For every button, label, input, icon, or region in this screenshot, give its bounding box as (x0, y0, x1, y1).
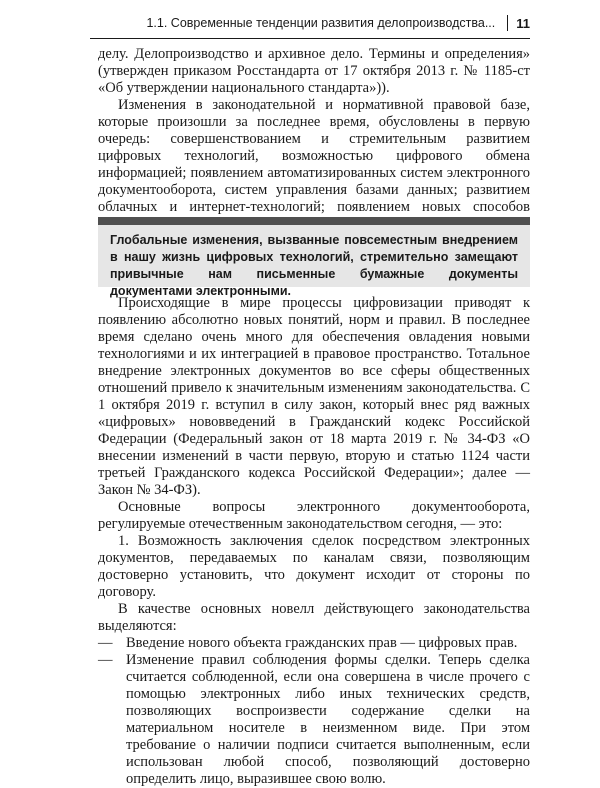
list-dash: — (98, 652, 113, 668)
page-number: 11 (516, 15, 530, 31)
header-separator (507, 15, 508, 31)
paragraph-item-1: 1. Возможность заключения сделок посредством электронных документов, передаваемых по каналам связи, позволяющим достоверно установить, что документ исходит от стороны по договору. (98, 533, 530, 600)
paragraph-digitalization: Происходящие в мире процессы цифровизации приводят к появлению абсолютно новых понятий, норм и правил. В последнее время сделано очень много для обеспечения овладения новыми технологиями и их интеграцией в правовое пространство. Тотальное внедрение электронных документов во все сферы общественных отношений привело к значительным изменениям законодательства. С 1 октября 2019 г. вступил в силу закон, который внес ряд важных «цифровых» нововведений в Гражданский кодекс Российской Федерации (Федеральный закон от 18 марта 2019 г. № 34-ФЗ «О внесении изменений в части первую, вторую и статью 1124 части третьей Гражданского кодекса Российской Федерации»; далее — Закон № 34-ФЗ). (98, 295, 530, 498)
callout-text: Глобальные изменения, вызванные повсеместным внедрением в нашу жизнь цифровых технологий, стремительно замещают привычные нам письменные бумажные документы документами электронными. (110, 233, 518, 298)
list-item-text: Введение нового объекта гражданских прав — цифровых прав. (126, 635, 518, 651)
running-head (90, 12, 530, 34)
paragraph-continuation: делу. Делопроизводство и архивное дело. Термины и определения» (утвержден приказом Росстандарта от 17 октября 2013 г. № 1185-ст «Об утверждении национального стандарта»)). (98, 46, 530, 96)
header-rule (90, 38, 530, 39)
novelties-list (98, 635, 530, 788)
list-item (98, 652, 530, 788)
paragraph-novelties-intro: В качестве основных новелл действующего законодательства выделяются: (98, 601, 530, 634)
highlight-callout (98, 217, 530, 298)
list-item (98, 635, 530, 652)
list-dash: — (98, 635, 113, 651)
callout-top-bar (98, 217, 530, 225)
text-block-top (98, 46, 530, 233)
paragraph-legislation-changes: Изменения в законодательной и нормативной правовой базе, которые произошли за последнее время, обусловлены в первую очередь: совершенствованием и стремительным развитием цифровых технологий, возможностью цифрового обмена информацией; появлением автоматизированных систем электронного документооборота, систем управления базами данных; развитием облачных и интернет-технологий; появлением новых способов (98, 97, 530, 215)
running-head-title: 1.1. Современные тенденции развития делопроизводства... (146, 16, 496, 30)
list-item-text: Изменение правил соблюдения формы сделки. Теперь сделка считается соблюденной, если она совершена в числе прочего с помощью электронных либо иных технических средств, позволяющих воспроизвести содержание сделки на материальном носителе в неизменном виде. При этом требование о наличии подписи считается выполненным, если использован любой способ, позволяющий достоверно определить лицо, выразившее свою волю. (126, 652, 530, 787)
text-block-main (98, 295, 530, 788)
paragraph-main-questions: Основные вопросы электронного документооборота, регулируемые отечественным законодательством сегодня, — это: (98, 499, 530, 532)
